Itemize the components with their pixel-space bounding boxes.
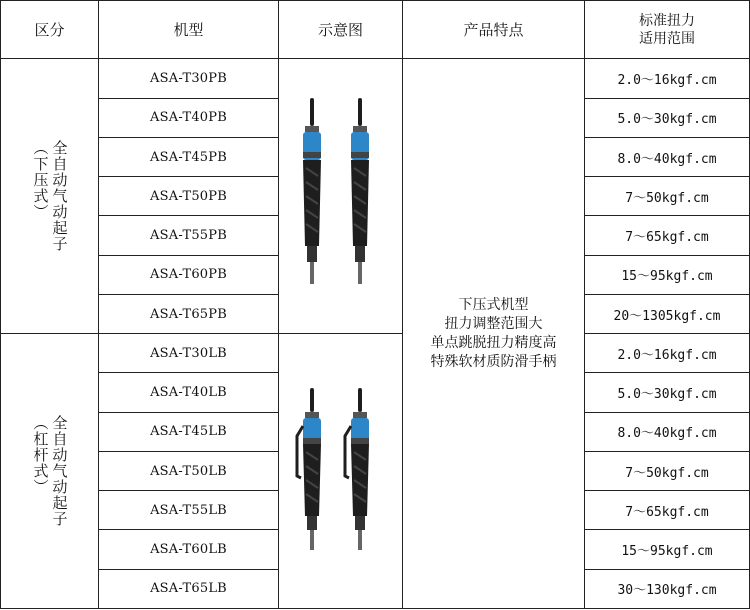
model-cell: ASA-T60PB <box>99 255 279 294</box>
torque-range-cell: 2.0～16kgf.cm <box>585 334 750 373</box>
model-cell: ASA-T45PB <box>99 137 279 176</box>
feature-line: 特殊软材质防滑手柄 <box>430 353 557 370</box>
table-row <box>1 59 750 98</box>
torque-range-cell: 20～1305kgf.cm <box>585 294 750 333</box>
header-torque <box>585 1 750 59</box>
torque-range-cell: 5.0～30kgf.cm <box>585 98 750 137</box>
screwdriver-right <box>351 98 369 284</box>
model-cell: ASA-T40PB <box>99 98 279 137</box>
header-category: 区分 <box>1 1 99 59</box>
category-lever-start <box>1 334 99 609</box>
model-cell: ASA-T65LB <box>99 569 279 608</box>
model-cell: ASA-T50PB <box>99 177 279 216</box>
torque-range-cell: 30～130kgf.cm <box>585 569 750 608</box>
torque-range-cell: 7～50kgf.cm <box>585 451 750 490</box>
torque-range-cell: 8.0～40kgf.cm <box>585 412 750 451</box>
diagram-lever-start <box>279 334 403 609</box>
model-cell: ASA-T40LB <box>99 373 279 412</box>
screwdriver-right <box>345 388 369 550</box>
header-row <box>1 1 750 59</box>
model-cell: ASA-T55LB <box>99 491 279 530</box>
push-start-screwdriver-icon <box>291 96 391 296</box>
torque-range-cell: 8.0～40kgf.cm <box>585 137 750 176</box>
category-label-main: 全自动气动起子 <box>50 415 69 528</box>
category-label-type: （杠杆式） <box>31 415 50 496</box>
header-diagram: 示意图 <box>279 1 403 59</box>
category-label-type: （下压式） <box>31 140 50 221</box>
lever-start-screwdriver-icon <box>291 386 391 556</box>
model-cell: ASA-T65PB <box>99 294 279 333</box>
screwdriver-left <box>303 98 321 284</box>
model-cell: ASA-T30PB <box>99 59 279 98</box>
screwdriver-left <box>297 388 321 550</box>
torque-range-cell: 2.0～16kgf.cm <box>585 59 750 98</box>
category-push-start <box>1 59 99 334</box>
feature-line: 下压式机型 <box>458 296 529 313</box>
model-cell: ASA-T45LB <box>99 412 279 451</box>
torque-range-cell: 7～50kgf.cm <box>585 177 750 216</box>
header-features: 产品特点 <box>403 1 585 59</box>
feature-line: 单点跳脱扭力精度高 <box>430 334 557 351</box>
header-torque-line2: 适用范围 <box>639 30 695 47</box>
model-cell: ASA-T60LB <box>99 530 279 569</box>
torque-range-cell: 7～65kgf.cm <box>585 216 750 255</box>
model-cell: ASA-T55PB <box>99 216 279 255</box>
torque-range-cell: 15～95kgf.cm <box>585 530 750 569</box>
features-cell <box>403 59 585 609</box>
table-row <box>1 334 750 373</box>
header-torque-line1: 标准扭力 <box>639 12 695 29</box>
torque-range-cell: 15～95kgf.cm <box>585 255 750 294</box>
diagram-push-start <box>279 59 403 334</box>
torque-range-cell: 5.0～30kgf.cm <box>585 373 750 412</box>
model-cell: ASA-T30LB <box>99 334 279 373</box>
feature-line: 扭力调整范围大 <box>444 315 543 332</box>
category-label-main: 全自动气动起子 <box>50 140 69 253</box>
header-model: 机型 <box>99 1 279 59</box>
torque-range-cell: 7～65kgf.cm <box>585 491 750 530</box>
model-cell: ASA-T50LB <box>99 451 279 490</box>
